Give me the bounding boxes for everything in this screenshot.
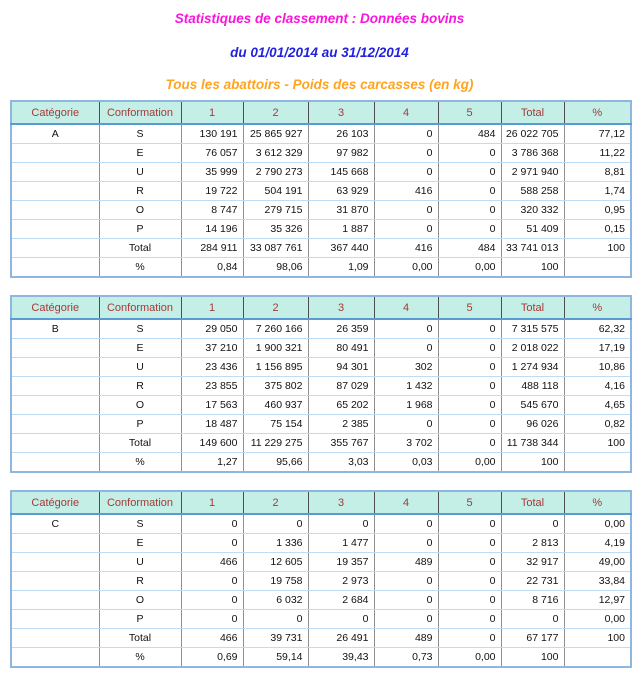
- table-row: [11, 144, 631, 163]
- conformation-cell: Total: [99, 629, 181, 648]
- value-cell: 8 716: [501, 591, 564, 610]
- value-cell: 100: [501, 258, 564, 278]
- header-cell: 1: [181, 101, 243, 124]
- table-row: [11, 239, 631, 258]
- category-cell: B: [11, 319, 99, 339]
- value-cell: 62,32: [564, 319, 631, 339]
- value-cell: 0: [438, 377, 501, 396]
- value-cell: 31 870: [308, 201, 374, 220]
- value-cell: 0: [181, 534, 243, 553]
- value-cell: 100: [564, 629, 631, 648]
- value-cell: 145 668: [308, 163, 374, 182]
- value-cell: 0,00: [438, 648, 501, 668]
- value-cell: 466: [181, 629, 243, 648]
- header-cell: 1: [181, 491, 243, 514]
- category-table-B: [10, 295, 632, 473]
- header-cell: Catégorie: [11, 296, 99, 319]
- value-cell: 320 332: [501, 201, 564, 220]
- value-cell: 1,27: [181, 453, 243, 473]
- value-cell: 12 605: [243, 553, 308, 572]
- value-cell: 2 018 022: [501, 339, 564, 358]
- table-row: [11, 514, 631, 534]
- page-title: Statistiques de classement : Données bovins: [174, 11, 465, 26]
- value-cell: 0: [438, 514, 501, 534]
- conformation-cell: S: [99, 124, 181, 144]
- category-cell: A: [11, 124, 99, 144]
- value-cell: 26 491: [308, 629, 374, 648]
- value-cell: 95,66: [243, 453, 308, 473]
- value-cell: 23 855: [181, 377, 243, 396]
- value-cell: 3,03: [308, 453, 374, 473]
- category-cell: [11, 572, 99, 591]
- value-cell: 98,06: [243, 258, 308, 278]
- value-cell: 19 758: [243, 572, 308, 591]
- category-cell: [11, 591, 99, 610]
- date-range: du 01/01/2014 au 31/12/2014: [230, 45, 409, 60]
- value-cell: 97 982: [308, 144, 374, 163]
- table-row: [11, 201, 631, 220]
- conformation-cell: %: [99, 453, 181, 473]
- value-cell: 11,22: [564, 144, 631, 163]
- value-cell: 14 196: [181, 220, 243, 239]
- value-cell: 18 487: [181, 415, 243, 434]
- value-cell: 96 026: [501, 415, 564, 434]
- value-cell: 4,16: [564, 377, 631, 396]
- value-cell: 1 156 895: [243, 358, 308, 377]
- value-cell: 0: [181, 610, 243, 629]
- conformation-cell: O: [99, 591, 181, 610]
- value-cell: 76 057: [181, 144, 243, 163]
- value-cell: 19 357: [308, 553, 374, 572]
- value-cell: 0: [181, 591, 243, 610]
- conformation-cell: U: [99, 163, 181, 182]
- value-cell: 100: [501, 648, 564, 668]
- value-cell: 1 968: [374, 396, 438, 415]
- value-cell: 59,14: [243, 648, 308, 668]
- header-cell: 3: [308, 491, 374, 514]
- value-cell: 302: [374, 358, 438, 377]
- value-cell: 367 440: [308, 239, 374, 258]
- category-cell: [11, 534, 99, 553]
- value-cell: 0,00: [438, 258, 501, 278]
- header-cell: 2: [243, 296, 308, 319]
- table-row: [11, 591, 631, 610]
- category-cell: [11, 648, 99, 668]
- conformation-cell: U: [99, 553, 181, 572]
- value-cell: 39,43: [308, 648, 374, 668]
- value-cell: 0: [438, 572, 501, 591]
- value-cell: 0: [438, 396, 501, 415]
- table-row: [11, 163, 631, 182]
- value-cell: 51 409: [501, 220, 564, 239]
- value-cell: 0: [438, 629, 501, 648]
- category-cell: [11, 358, 99, 377]
- value-cell: 0: [501, 610, 564, 629]
- table-row: [11, 182, 631, 201]
- value-cell: 22 731: [501, 572, 564, 591]
- value-cell: 2 684: [308, 591, 374, 610]
- conformation-cell: S: [99, 319, 181, 339]
- table-row: [11, 534, 631, 553]
- header-cell: 5: [438, 101, 501, 124]
- value-cell: 484: [438, 124, 501, 144]
- value-cell: 0,03: [374, 453, 438, 473]
- value-cell: 0: [374, 591, 438, 610]
- value-cell: 0: [374, 163, 438, 182]
- category-cell: [11, 163, 99, 182]
- category-cell: [11, 144, 99, 163]
- value-cell: 0,15: [564, 220, 631, 239]
- value-cell: 6 032: [243, 591, 308, 610]
- value-cell: 484: [438, 239, 501, 258]
- table-row: [11, 220, 631, 239]
- value-cell: 33 741 013: [501, 239, 564, 258]
- value-cell: 0: [438, 163, 501, 182]
- header-cell: Conformation: [99, 296, 181, 319]
- table-row: [11, 610, 631, 629]
- value-cell: 7 315 575: [501, 319, 564, 339]
- value-cell: 0: [374, 610, 438, 629]
- value-cell: 416: [374, 239, 438, 258]
- value-cell: 0: [181, 572, 243, 591]
- header-cell: 1: [181, 296, 243, 319]
- value-cell: 0: [438, 201, 501, 220]
- header-cell: Catégorie: [11, 491, 99, 514]
- value-cell: 0: [438, 319, 501, 339]
- value-cell: 39 731: [243, 629, 308, 648]
- value-cell: 100: [564, 434, 631, 453]
- conformation-cell: R: [99, 572, 181, 591]
- value-cell: 35 326: [243, 220, 308, 239]
- value-cell: 25 865 927: [243, 124, 308, 144]
- value-cell: 488 118: [501, 377, 564, 396]
- value-cell: 0: [438, 182, 501, 201]
- header-cell: %: [564, 296, 631, 319]
- value-cell: 77,12: [564, 124, 631, 144]
- value-cell: 0: [374, 534, 438, 553]
- conformation-cell: R: [99, 377, 181, 396]
- value-cell: 0,73: [374, 648, 438, 668]
- value-cell: 0: [374, 319, 438, 339]
- value-cell: [564, 453, 631, 473]
- value-cell: 0,95: [564, 201, 631, 220]
- header-cell: Conformation: [99, 491, 181, 514]
- value-cell: 0: [438, 220, 501, 239]
- table-row: [11, 339, 631, 358]
- value-cell: 0: [374, 572, 438, 591]
- value-cell: 545 670: [501, 396, 564, 415]
- header-cell: 3: [308, 296, 374, 319]
- value-cell: 2 790 273: [243, 163, 308, 182]
- header-cell: Total: [501, 491, 564, 514]
- value-cell: 8 747: [181, 201, 243, 220]
- table-row: [11, 572, 631, 591]
- value-cell: 2 973: [308, 572, 374, 591]
- value-cell: 75 154: [243, 415, 308, 434]
- value-cell: 355 767: [308, 434, 374, 453]
- header-cell: 4: [374, 101, 438, 124]
- value-cell: 11 229 275: [243, 434, 308, 453]
- value-cell: 588 258: [501, 182, 564, 201]
- value-cell: 87 029: [308, 377, 374, 396]
- value-cell: 1 477: [308, 534, 374, 553]
- value-cell: 0,69: [181, 648, 243, 668]
- conformation-cell: E: [99, 144, 181, 163]
- value-cell: 0: [501, 514, 564, 534]
- value-cell: 460 937: [243, 396, 308, 415]
- value-cell: 29 050: [181, 319, 243, 339]
- value-cell: 0,00: [438, 453, 501, 473]
- category-cell: [11, 239, 99, 258]
- table-row: [11, 377, 631, 396]
- conformation-cell: E: [99, 339, 181, 358]
- value-cell: 0: [374, 415, 438, 434]
- value-cell: 0: [374, 124, 438, 144]
- table-row: [11, 453, 631, 473]
- table-row: [11, 319, 631, 339]
- value-cell: 489: [374, 553, 438, 572]
- header-cell: 4: [374, 491, 438, 514]
- conformation-cell: P: [99, 415, 181, 434]
- value-cell: 0: [308, 610, 374, 629]
- conformation-cell: R: [99, 182, 181, 201]
- header-cell: Catégorie: [11, 101, 99, 124]
- value-cell: 19 722: [181, 182, 243, 201]
- value-cell: 2 813: [501, 534, 564, 553]
- value-cell: 0: [308, 514, 374, 534]
- conformation-cell: U: [99, 358, 181, 377]
- value-cell: 0: [374, 144, 438, 163]
- header-cell: Total: [501, 296, 564, 319]
- value-cell: 1 336: [243, 534, 308, 553]
- value-cell: 3 612 329: [243, 144, 308, 163]
- value-cell: 0: [243, 514, 308, 534]
- value-cell: 504 191: [243, 182, 308, 201]
- conformation-cell: O: [99, 201, 181, 220]
- header-row: [11, 101, 631, 124]
- value-cell: 0: [438, 144, 501, 163]
- value-cell: 33 087 761: [243, 239, 308, 258]
- value-cell: 7 260 166: [243, 319, 308, 339]
- value-cell: 1 900 321: [243, 339, 308, 358]
- value-cell: 375 802: [243, 377, 308, 396]
- value-cell: 0,00: [564, 610, 631, 629]
- header-cell: 5: [438, 296, 501, 319]
- value-cell: 0: [181, 514, 243, 534]
- value-cell: 2 385: [308, 415, 374, 434]
- value-cell: 284 911: [181, 239, 243, 258]
- header-cell: 2: [243, 491, 308, 514]
- category-table-C: [10, 490, 632, 668]
- value-cell: 0,00: [374, 258, 438, 278]
- value-cell: 12,97: [564, 591, 631, 610]
- value-cell: 0: [374, 514, 438, 534]
- table-row: [11, 553, 631, 572]
- value-cell: 0: [374, 339, 438, 358]
- value-cell: 8,81: [564, 163, 631, 182]
- table-row: [11, 648, 631, 668]
- value-cell: 1,74: [564, 182, 631, 201]
- value-cell: [564, 648, 631, 668]
- value-cell: 0: [438, 553, 501, 572]
- header-cell: 2: [243, 101, 308, 124]
- value-cell: 1 887: [308, 220, 374, 239]
- category-cell: [11, 553, 99, 572]
- value-cell: 11 738 344: [501, 434, 564, 453]
- category-cell: [11, 396, 99, 415]
- conformation-cell: Total: [99, 434, 181, 453]
- value-cell: 489: [374, 629, 438, 648]
- category-cell: [11, 182, 99, 201]
- tables-container: [0, 100, 639, 668]
- value-cell: 1 274 934: [501, 358, 564, 377]
- value-cell: 100: [564, 239, 631, 258]
- report-page: [0, 11, 639, 668]
- conformation-cell: P: [99, 610, 181, 629]
- table-row: [11, 258, 631, 278]
- value-cell: 4,19: [564, 534, 631, 553]
- value-cell: 80 491: [308, 339, 374, 358]
- header-cell: 3: [308, 101, 374, 124]
- value-cell: 37 210: [181, 339, 243, 358]
- value-cell: 149 600: [181, 434, 243, 453]
- value-cell: 0: [438, 534, 501, 553]
- conformation-cell: P: [99, 220, 181, 239]
- value-cell: 0: [243, 610, 308, 629]
- value-cell: 0: [438, 434, 501, 453]
- category-cell: [11, 434, 99, 453]
- value-cell: 0: [374, 201, 438, 220]
- value-cell: 0: [438, 358, 501, 377]
- value-cell: 0,84: [181, 258, 243, 278]
- value-cell: 0: [438, 339, 501, 358]
- header-cell: 4: [374, 296, 438, 319]
- category-cell: C: [11, 514, 99, 534]
- header-cell: Conformation: [99, 101, 181, 124]
- header-cell: %: [564, 491, 631, 514]
- conformation-cell: Total: [99, 239, 181, 258]
- value-cell: 130 191: [181, 124, 243, 144]
- value-cell: 65 202: [308, 396, 374, 415]
- value-cell: 33,84: [564, 572, 631, 591]
- value-cell: 0,82: [564, 415, 631, 434]
- value-cell: 17 563: [181, 396, 243, 415]
- table-row: [11, 434, 631, 453]
- value-cell: 3 786 368: [501, 144, 564, 163]
- value-cell: 49,00: [564, 553, 631, 572]
- conformation-cell: %: [99, 648, 181, 668]
- value-cell: 0: [438, 591, 501, 610]
- conformation-cell: E: [99, 534, 181, 553]
- value-cell: 17,19: [564, 339, 631, 358]
- category-cell: [11, 258, 99, 278]
- value-cell: 63 929: [308, 182, 374, 201]
- value-cell: 3 702: [374, 434, 438, 453]
- value-cell: 1,09: [308, 258, 374, 278]
- header-cell: %: [564, 101, 631, 124]
- value-cell: 2 971 940: [501, 163, 564, 182]
- category-cell: [11, 453, 99, 473]
- category-cell: [11, 201, 99, 220]
- value-cell: 67 177: [501, 629, 564, 648]
- conformation-cell: O: [99, 396, 181, 415]
- table-row: [11, 396, 631, 415]
- value-cell: 0,00: [564, 514, 631, 534]
- table-row: [11, 415, 631, 434]
- conformation-cell: %: [99, 258, 181, 278]
- value-cell: 26 022 705: [501, 124, 564, 144]
- table-row: [11, 124, 631, 144]
- value-cell: 100: [501, 453, 564, 473]
- category-cell: [11, 220, 99, 239]
- value-cell: 4,65: [564, 396, 631, 415]
- table-row: [11, 358, 631, 377]
- header-row: [11, 296, 631, 319]
- category-cell: [11, 339, 99, 358]
- conformation-cell: S: [99, 514, 181, 534]
- value-cell: 94 301: [308, 358, 374, 377]
- value-cell: 0: [438, 610, 501, 629]
- header-row: [11, 491, 631, 514]
- header-cell: Total: [501, 101, 564, 124]
- value-cell: 279 715: [243, 201, 308, 220]
- value-cell: 23 436: [181, 358, 243, 377]
- value-cell: 416: [374, 182, 438, 201]
- category-cell: [11, 377, 99, 396]
- value-cell: 466: [181, 553, 243, 572]
- category-cell: [11, 415, 99, 434]
- category-cell: [11, 629, 99, 648]
- table-row: [11, 629, 631, 648]
- value-cell: [564, 258, 631, 278]
- page-subtitle: Tous les abattoirs - Poids des carcasses (en kg): [165, 77, 474, 92]
- value-cell: 1 432: [374, 377, 438, 396]
- category-table-A: [10, 100, 632, 278]
- value-cell: 35 999: [181, 163, 243, 182]
- header-cell: 5: [438, 491, 501, 514]
- value-cell: 26 103: [308, 124, 374, 144]
- value-cell: 26 359: [308, 319, 374, 339]
- value-cell: 32 917: [501, 553, 564, 572]
- value-cell: 0: [374, 220, 438, 239]
- category-cell: [11, 610, 99, 629]
- value-cell: 0: [438, 415, 501, 434]
- value-cell: 10,86: [564, 358, 631, 377]
